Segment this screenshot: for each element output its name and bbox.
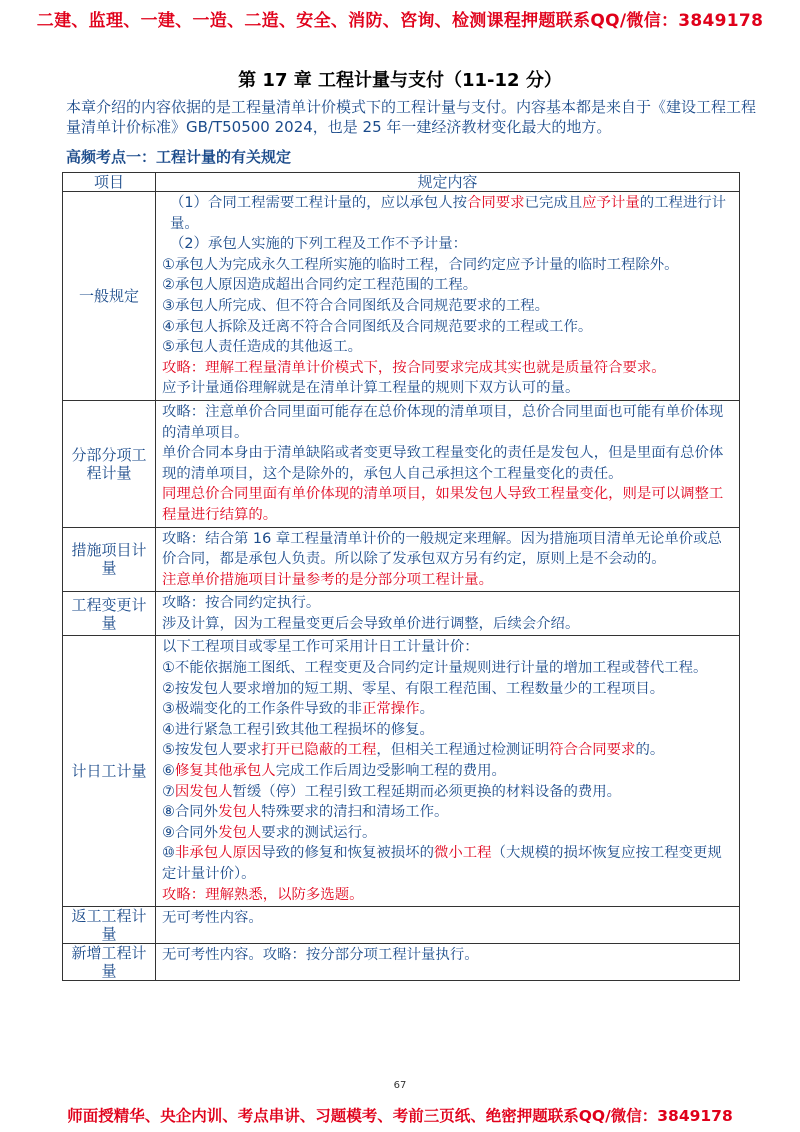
- content-line: [162, 317, 735, 338]
- text-segment: ⑤按发包人要求: [162, 742, 262, 759]
- content-line: [162, 614, 735, 635]
- highlight-text: 应予计量: [582, 195, 640, 211]
- content-line: [162, 296, 735, 317]
- text-segment: 以下工程项目或零星工作可采用计日工计量计价：: [162, 639, 479, 656]
- highlight-text: 正常操作: [361, 701, 420, 718]
- text-segment: 攻略：结合第 16 章工程量清单计价的一般规定来理解。因为措施项目清单无论单价或总价合同，都是承包人负责。所以除了发承包双方另有约定，原则上是不会动的。: [162, 530, 722, 568]
- table-body: [63, 192, 740, 981]
- text-segment: ①承包人为完成永久工程所实施的临时工程，合同约定应予计量的临时工程除外。: [162, 256, 679, 273]
- row-content: [156, 400, 740, 527]
- text-segment: 特殊要求的清扫和清场工作。: [261, 804, 449, 821]
- text-segment: ⑧合同外: [162, 804, 219, 821]
- text-segment: 的。: [635, 742, 665, 759]
- highlight-text: 符合合同要求: [549, 742, 636, 759]
- text-segment: ⑨合同外: [162, 824, 219, 841]
- text-segment: 已完成且: [524, 195, 583, 211]
- highlight-text: 攻略：理解熟悉，以防多选题。: [162, 886, 364, 903]
- chapter-title: 第 17 章 工程计量与支付（11-12 分）: [238, 70, 562, 91]
- content-line: [162, 529, 735, 570]
- text-segment: （1）合同工程需要工程计量的，应以承包人按: [170, 195, 467, 211]
- row-label: 一般规定: [63, 192, 156, 401]
- content-line: [162, 740, 735, 761]
- table-row: [63, 907, 740, 944]
- text-segment: 攻略：注意单价合同里面可能存在总价体现的清单项目，总价合同里面也可能有单价体现的清单项目。: [162, 403, 724, 441]
- highlight-text: 攻略：理解工程量清单计价模式下，按合同要求: [162, 359, 465, 376]
- content-line: [162, 443, 735, 484]
- row-label: 新增工程计量: [63, 944, 156, 981]
- row-label: 分部分项工程计量: [63, 400, 156, 527]
- text-segment: ⑤承包人责任造成的其他返工。: [162, 339, 362, 356]
- text-segment: 。: [419, 701, 434, 718]
- content-line: [162, 885, 735, 906]
- content-line: [162, 570, 735, 591]
- section-heading: 高频考点一：工程计量的有关规定: [66, 148, 292, 166]
- text-segment: （2）承包人实施的下列工程及工作不予计量：: [170, 236, 467, 253]
- text-segment: ②承包人原因造成超出合同约定工程范围的工程。: [162, 277, 478, 294]
- row-label: 返工工程计量: [63, 907, 156, 944]
- text-segment: ③极端变化的工作条件导致的非: [162, 701, 362, 718]
- content-line: [162, 908, 735, 929]
- content-line: [162, 234, 735, 255]
- header-content: 规定内容: [156, 173, 740, 192]
- text-segment: 完成工作后周边受影响工程的费用。: [275, 763, 506, 780]
- text-segment: 导致的修复和恢复被损坏的: [261, 845, 434, 862]
- text-segment: ④承包人拆除及迁离不符合合同图纸及合同规范要求的工程或工作。: [162, 318, 593, 335]
- content-line: [162, 358, 735, 379]
- table-row: [63, 592, 740, 636]
- text-segment: 涉及计算，因为工程量变更后会导致单价进行调整，后续会介绍。: [162, 615, 580, 632]
- text-segment: 要求的测试运行。: [261, 824, 377, 841]
- highlight-text: 因发包人: [174, 783, 233, 800]
- table-row: [63, 944, 740, 981]
- content-line: [162, 761, 735, 782]
- regulation-table: [62, 172, 740, 981]
- highlight-text: 同理总价合同里面有单价体现的清单项目，如果发包人导致工程量变化，则是可以调整工程量进行结算的。: [162, 486, 724, 523]
- row-content: [156, 592, 740, 636]
- content-line: [162, 378, 735, 399]
- text-segment: 无可考性内容。: [162, 910, 263, 927]
- text-segment: （大规模的损坏恢复应按工程变更规定计量计价）。: [162, 845, 722, 882]
- row-content: [156, 944, 740, 981]
- text-segment: ②按发包人要求增加的短工期、零星、有限工程范围、工程数量少的工程项目。: [162, 680, 665, 697]
- text-segment: 单价合同本身由于清单缺陷或者变更导致工程量变化的责任是发包人，但是里面有总价体现的清单项目，这个是除外的，承包人自己承担这个工程量变化的责任。: [162, 445, 724, 482]
- table-header-row: [63, 173, 740, 192]
- footer-banner: 师面授精华、央企内训、考点串讲、习题模考、考前三页纸、绝密押题联系QQ/微信：3849178: [67, 1107, 733, 1125]
- content-line: [162, 337, 735, 358]
- page-number: 67: [393, 1080, 407, 1091]
- table-row: [63, 192, 740, 401]
- text-segment: 无可考性内容。攻略：按分部分项工程计量执行。: [162, 947, 479, 964]
- highlight-text: 微小工程: [433, 845, 492, 862]
- text-segment: ①不能依据施工图纸、工程变更及合同约定计量规则进行计量的增加工程或替代工程。: [162, 660, 708, 677]
- text-segment: 应予计量通俗理解就是在清单计算工程量的规则下双方认可的量。: [162, 380, 580, 397]
- row-label: 措施项目计量: [63, 527, 156, 592]
- content-line: [162, 782, 735, 803]
- content-line: [162, 802, 735, 823]
- intro-paragraph: 本章介绍的内容依据的是工程量清单计价模式下的工程计量与支付。内容基本都是来自于《建设工程工程量清单计价标准》GB/T50500 2024，也是 25 年一建经济教材变化最大的地方。: [66, 98, 757, 136]
- highlight-text: 合同要求: [466, 195, 525, 211]
- highlight-text: 打开已隐蔽的工程: [261, 742, 377, 759]
- highlight-text: 发包人: [218, 804, 262, 821]
- highlight-text: 注意单价措施项目计量参考的是分部分项工程计量。: [162, 571, 493, 588]
- row-content: [156, 192, 740, 401]
- text-segment: ③承包人所完成、但不符合合同图纸及合同规范要求的工程。: [162, 297, 550, 314]
- content-line: [162, 484, 735, 525]
- content-line: [162, 193, 735, 234]
- content-line: [162, 945, 735, 966]
- highlight-text: 非承包人原因: [174, 845, 262, 862]
- content-line: [162, 593, 735, 614]
- text-segment: ④进行紧急工程引致其他工程损坏的修复。: [162, 721, 434, 738]
- row-content: [156, 527, 740, 592]
- header-item: 项目: [63, 173, 156, 192]
- highlight-text: 修复其他承包人: [174, 763, 276, 780]
- text-segment: ，但相关工程通过检测证明: [376, 742, 550, 759]
- table-row: [63, 527, 740, 592]
- table-row: [63, 636, 740, 907]
- content-line: [162, 275, 735, 296]
- content-line: [162, 658, 735, 679]
- content-line: [162, 699, 735, 720]
- content-line: [162, 843, 735, 884]
- row-label: 工程变更计量: [63, 592, 156, 636]
- highlight-text: 发包人: [218, 824, 262, 841]
- content-line: [162, 402, 735, 443]
- row-content: [156, 907, 740, 944]
- text-segment: ⑦: [162, 783, 175, 800]
- highlight-text: 完成其实也就是质量符合要求。: [464, 359, 666, 376]
- table-row: [63, 400, 740, 527]
- text-segment: 的工程进行计量。: [170, 195, 727, 232]
- text-segment: 攻略：按合同约定执行。: [162, 595, 321, 612]
- text-segment: ⑥: [162, 763, 175, 780]
- header-banner: 二建、监理、一建、一造、二造、安全、消防、咨询、检测课程押题联系QQ/微信：3849178: [36, 11, 764, 31]
- content-line: [162, 637, 735, 658]
- content-line: [162, 679, 735, 700]
- content-line: [162, 255, 735, 276]
- row-label: 计日工计量: [63, 636, 156, 907]
- content-line: [162, 720, 735, 741]
- content-line: [162, 823, 735, 844]
- row-content: [156, 636, 740, 907]
- text-segment: ⑩: [162, 845, 175, 862]
- text-segment: 暂缓（停）工程引致工程延期而必须更换的材料设备的费用。: [232, 783, 622, 800]
